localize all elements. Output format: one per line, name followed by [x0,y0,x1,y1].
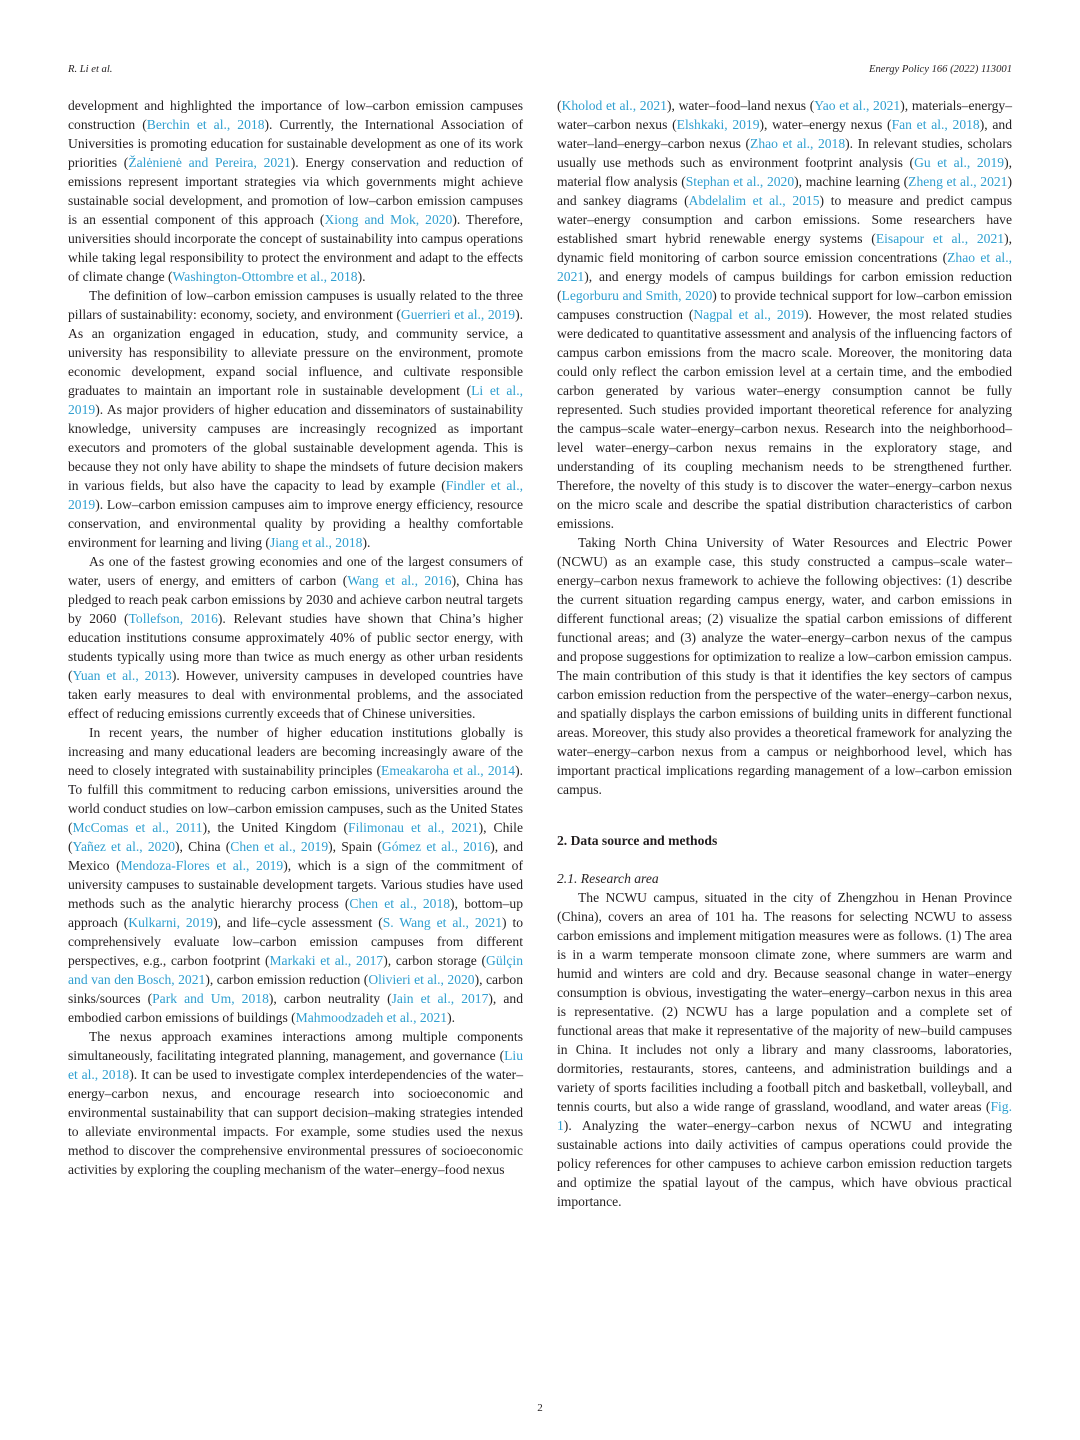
citation-link[interactable]: Eisapour et al., 2021 [875,231,1005,246]
paragraph-text: ). Energy conservation and reduction of emissions represent important strategies via which governments might achieve sustainable social development, and promotion of low–carbon emission campuses is an essential component of this approach ( [68,155,523,227]
citation-link[interactable]: Yao et al., 2021 [814,98,901,113]
paragraph-text: ), and embodied carbon emissions of buildings ( [68,991,524,1025]
paragraph-text: ). Analyzing the water–energy–carbon nexus of NCWU and integrating sustainable actions into daily activities of campus operations could provide the policy references for other campuses to achieve carbon emission reduction targets and optimize the spatial layout of the campus, which have obvious practical importance. [557,1118,1012,1209]
citation-link[interactable]: Chen et al., 2018 [349,896,451,911]
paragraph-text: ). [362,535,371,550]
paragraph-text: ). As an organization engaged in education, study, and community service, a university has responsibility to alleviate pressure on the environment, promote economic development, expand social influence, and cultivate responsible graduates to maintain an important role in sustainable development ( [68,307,523,398]
citation-link[interactable]: Emeakaroha et al., 2014 [381,763,516,778]
paragraph-text: ( [557,98,562,113]
paragraph-text: ), carbon neutrality ( [268,991,392,1006]
citation-link[interactable]: Gómez et al., 2016 [381,839,491,854]
paragraph-text: development and highlighted the importance of low–carbon emission campuses construction ( [68,98,523,132]
paragraph [68,723,523,1027]
paragraph-text: ) and sankey diagrams ( [557,174,1012,208]
citation-link[interactable]: Jain et al., 2017 [391,991,489,1006]
left-text-column [68,96,523,1179]
citation-link[interactable]: Park and Um, 2018 [152,991,269,1006]
paragraph-text: ) to provide technical support for low–carbon emission campuses construction ( [557,288,1012,322]
subsection-heading: 2.1. Research area [557,871,659,886]
citation-link[interactable]: Wang et al., 2016 [347,573,452,588]
paragraph-text: As one of the fastest growing economies and one of the largest consumers of water, users of energy, and emitters of carbon ( [68,554,523,588]
paragraph [557,533,1012,799]
citation-link[interactable]: Chen et al., 2019 [230,839,329,854]
citation-link[interactable]: Findler et al., 2019 [68,478,523,512]
paragraph-text: ), machine learning ( [794,174,909,189]
paragraph-text: ). [447,1010,455,1025]
citation-link[interactable]: Liu et al., 2018 [68,1048,523,1082]
paragraph [68,96,523,286]
paragraph-text: ). It can be used to investigate complex interdependencies of the water–energy–carbon nexus, and encourage research into socioeconomic and environmental sustainability that can support decision–making strategies intended to alleviate environmental impacts. For example, some studies used the nexus method to discover the comprehensive environmental pressures of socioeconomic activities by exploring the coupling mechanism of the water–energy–food nexus [68,1067,523,1177]
paragraph-text: ). In relevant studies, scholars usually use methods such as environment footprint analysis ( [557,136,1013,170]
citation-link[interactable]: Yuan et al., 2013 [72,668,172,683]
page-number: 2 [537,1402,543,1414]
paragraph [68,552,523,723]
paragraph-text: ), China ( [175,839,231,854]
citation-link[interactable]: S. Wang et al., 2021 [382,915,503,930]
citation-link[interactable]: Nagpal et al., 2019 [693,307,805,322]
citation-link[interactable]: Elshkaki, 2019 [676,117,760,132]
paragraph-text: ), Spain ( [328,839,382,854]
paragraph-text: ). As major providers of higher education and disseminators of sustainability knowledge, university campuses are increasingly recognized as important executors and promoters of the global sustainable development agenda. This is because they not only have ability to shape the mindsets of future decision makers in various fields, but also have the capacity to lead by example ( [68,402,523,493]
paragraph-text: ). Currently, the International Association of Universities is promoting education for sustainable development as one of its work priorities ( [68,117,523,170]
paragraph-text: ). Therefore, universities should incorporate the concept of sustainability into campus operations while taking legal responsibility to protect the environment and adapt to the effects of climate change ( [68,212,524,284]
paragraph-text: ), carbon storage ( [383,953,486,968]
paragraph-text: ), and life–cycle assessment ( [213,915,383,930]
citation-link[interactable]: Washington-Ottombre et al., 2018 [172,269,358,284]
paragraph [68,1027,523,1179]
paragraph-text: ) to measure and predict campus water–energy consumption and carbon emissions. Some researchers have established smart hybrid renewable energy systems ( [557,193,1012,246]
citation-link[interactable]: Zhao et al., 2021 [557,250,1012,284]
citation-link[interactable]: Zheng et al., 2021 [908,174,1008,189]
citation-link[interactable]: Stephan et al., 2020 [685,174,795,189]
paragraph [68,286,523,552]
citation-link[interactable]: Mahmoodzadeh et al., 2021 [295,1010,448,1025]
running-header-journal: Energy Policy 166 (2022) 113001 [869,64,1012,75]
paragraph-text: ), the United Kingdom ( [202,820,349,835]
paragraph-text: ). However, university campuses in developed countries have taken early measures to deal with environmental problems, and the associated effect of reducing emissions currently exceeds that of Chinese universities. [68,668,523,721]
citation-link[interactable]: Fan et al., 2018 [891,117,980,132]
paragraph-text: The definition of low–carbon emission campuses is usually related to the three pillars of sustainability: economy, society, and environment ( [68,288,523,322]
citation-link[interactable]: Xiong and Mok, 2020 [324,212,453,227]
paragraph [557,96,1012,533]
paragraph-text: ) to comprehensively evaluate low–carbon emission campuses from different perspectives, e.g., carbon footprint ( [68,915,524,968]
paragraph-text: ), Chile ( [68,820,523,854]
paragraph-text: ), and energy models of campus buildings for carbon emission reduction ( [557,269,1012,303]
paragraph-text: Taking North China University of Water Resources and Electric Power (NCWU) as an example case, this study constructed a campus–scale water–energy–carbon nexus framework to achieve the following objectives: (1) describe the current situation regarding campus energy, water, and carbon emissions in different functional areas; (2) visualize the spatial carbon emissions of different functional areas; and (3) analyze the water–energy–carbon nexus of the campus and propose suggestions for optimization to realize a low–carbon emission campus. The main contribution of this study is that it identifies the key sectors of campus carbon emission reduction from the perspective of the water–energy–carbon nexus, and spatially displays the carbon emissions of building units in different functional areas. Moreover, this study also provides a theoretical framework for analyzing the water–energy–carbon nexus from a campus or neighborhood level, which has important practical implications regarding management of a low–carbon emission campus. [557,535,1012,797]
paragraph-text: ), bottom–up approach ( [68,896,523,930]
paragraph-text: ), materials–energy–water–carbon nexus ( [557,98,1012,132]
paragraph [557,888,1012,1211]
citation-link[interactable]: Zhao et al., 2018 [750,136,846,151]
citation-link[interactable]: Mendoza-Flores et al., 2019 [120,858,284,873]
citation-link[interactable]: Žalėnienė and Pereira, 2021 [128,155,291,170]
citation-link[interactable]: Olivieri et al., 2020 [368,972,475,987]
citation-link[interactable]: McComas et al., 2011 [72,820,203,835]
paragraph-text: ), and water–land–energy–carbon nexus ( [557,117,1013,151]
citation-link[interactable]: Kholod et al., 2021 [561,98,667,113]
citation-link[interactable]: Legorburu and Smith, 2020 [561,288,713,303]
citation-link[interactable]: Filimonau et al., 2021 [348,820,479,835]
citation-link[interactable]: Li et al., 2019 [68,383,523,417]
right-text-column [557,96,1012,1211]
citation-link[interactable]: Gu et al., 2019 [914,155,1005,170]
citation-link[interactable]: Gülçin and van den Bosch, 2021 [68,953,523,987]
paragraph-text: ), carbon emission reduction ( [205,972,369,987]
paragraph-text: The NCWU campus, situated in the city of Zhengzhou in Henan Province (China), covers an area of 101 ha. The reasons for selecting NCWU to assess carbon emissions and implement mitigation measures were as follows. (1) The area is in a warm temperate monsoon climate zone, where summers are warm and humid and winters are cold and dry. Because seasonal change in water–energy consumption is obvious, investigating the water–energy–carbon nexus in this area is representative. (2) NCWU has a large population and a complete set of functional areas that make it representative of the majority of new–build campuses in China. It includes not only a library and many classrooms, laboratories, dormitories, restaurants, stores, canteens, and administration buildings and a variety of sports facilities including a football pitch and basketball, volleyball, and tennis courts, but also a wide range of grassland, woodland, and water areas ( [557,890,1012,1114]
citation-link[interactable]: Kulkarni, 2019 [128,915,214,930]
citation-link[interactable]: Tollefson, 2016 [128,611,218,626]
paragraph-text: ), water–food–land nexus ( [666,98,815,113]
citation-link[interactable]: Abdelalim et al., 2015 [688,193,820,208]
running-header-authors: R. Li et al. [68,64,113,75]
paragraph-text: In recent years, the number of higher education institutions globally is increasing and many educational leaders are becoming increasingly aware of the need to closely integrated with sustainability principles ( [68,725,523,778]
citation-link[interactable]: Fig. 1 [557,1099,1012,1133]
citation-link[interactable]: Jiang et al., 2018 [269,535,363,550]
paragraph-text: ), material flow analysis ( [557,155,1013,189]
paragraph-text: ). However, the most related studies were dedicated to quantitative assessment and analysis of the influencing factors of campus carbon emissions from the macro scale. Moreover, the monitoring data could only reflect the carbon emission level at a certain time, and the embodied carbon generated by various water–energy consumption cannot be fully represented. Such studies provided important theoretical reference for analyzing the campus–scale water–energy–carbon nexus. Research into the neighborhood–level water–energy–carbon nexus remains in the exploratory stage, and understanding of its coupling mechanism needs to be strengthened further. Therefore, the novelty of this study is to discover the water–energy–carbon nexus on the micro scale and describe the spatial distribution characteristics of carbon emissions. [557,307,1012,531]
section-heading: 2. Data source and methods [557,833,718,848]
paragraph-text: ). To fulfill this commitment to reducing carbon emissions, universities around the world conduct studies on low–carbon emission campuses, such as the United States ( [68,763,523,835]
paragraph-text: ), dynamic field monitoring of carbon source emission concentrations ( [557,231,1012,265]
paragraph-text: The nexus approach examines interactions among multiple components simultaneously, facilitating integrated planning, management, and governance ( [68,1029,523,1063]
citation-link[interactable]: Guerrieri et al., 2019 [400,307,516,322]
citation-link[interactable]: Berchin et al., 2018 [146,117,265,132]
paragraph-text: ), China has pledged to reach peak carbon emissions by 2030 and achieve carbon neutral targets by 2060 ( [68,573,524,626]
right-column-intro-text [557,96,1012,799]
paragraph-text: ). Relevant studies have shown that China’s higher education institutions consume approximately 40% of public sector energy, with students typically using more than twice as much energy as other urban residents ( [68,611,524,683]
citation-link[interactable]: Yañez et al., 2020 [72,839,176,854]
paragraph-text: ). Low–carbon emission campuses aim to improve energy efficiency, resource conservation, and environmental quality by providing a healthy comfortable environment for learning and living ( [68,497,523,550]
paragraph-text: ), which is a sign of the commitment of university campuses to sustainable development targets. Various studies have used methods such as the analytic hierarchy process ( [68,858,524,911]
paragraph-text: ), and Mexico ( [68,839,524,873]
paragraph-text: ), water–energy nexus ( [759,117,892,132]
citation-link[interactable]: Markaki et al., 2017 [269,953,384,968]
paragraph-text: ), carbon sinks/sources ( [68,972,523,1006]
research-area-text [557,888,1012,1211]
paragraph-text: ). [357,269,366,284]
